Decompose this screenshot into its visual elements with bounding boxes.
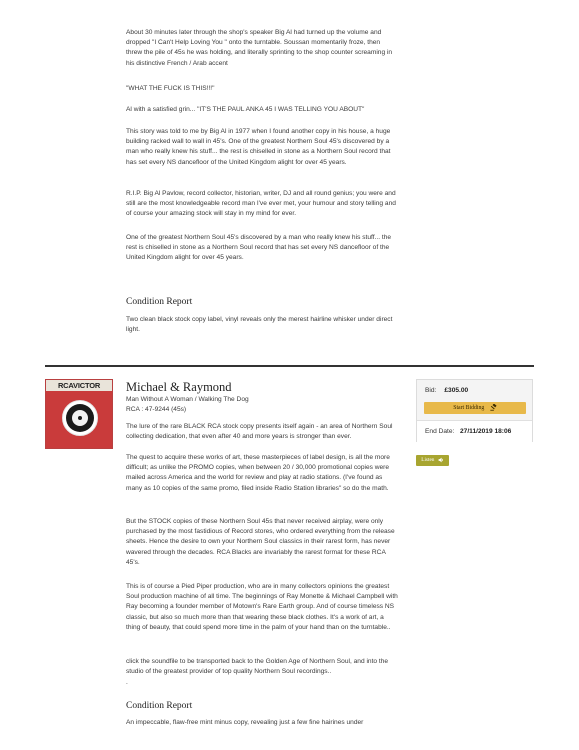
listen-button[interactable] xyxy=(416,455,449,466)
story-paragraph: Al with a satisfied grin... "IT'S THE PAUL ANKA 45 I WAS TELLING YOU ABOUT" xyxy=(126,106,365,113)
listing-paragraph: The quest to acquire these works of art, these masterpieces of label design, is all the more difficult; as unlike the PROMO copies, when between 20 / 30,000 promotional copies were mailed across America and the world for review and play at radio stations. (I've found as many as 10 copies of the same promo, filed inside Radio Station libraries" so do the math. xyxy=(126,454,390,492)
thumb-brand: RCAVICTOR xyxy=(46,380,112,391)
listing-paragraph: But the STOCK copies of these Northern Soul 45s that never received airplay, were only purchased by the most fastidious of Record stores, who ordered everything from the release sheets. Hence the desire to own your Northern Soul classics in their rarest form, has never wavered through the decades. RCA Blacks are invariably the rarest format for these RCA 45's. xyxy=(126,518,395,566)
story-paragraph: One of the greatest Northern Soul 45's discovered by a man who really knew his stuff... the rest is chiselled in stone as a Northern Soul record that has set every NS dancefloor of the United Kingdom alight for over 45 years. xyxy=(126,234,392,262)
bid-amount: £305.00 xyxy=(444,387,469,394)
end-date-row xyxy=(417,420,532,442)
listing-paragraph: click the soundfile to be transported back to the Golden Age of Northern Soul, and into the studio of the greatest provider of top quality Northern Soul recordings.. xyxy=(126,658,389,676)
story-paragraph: About 30 minutes later through the shop's speaker Big Al had turned up the volume and dropped "I Can't Help Loving You " onto the turntable. Soussan momentarily froze, then threw the pile of 45s he was holding, and literally sprinting to the shop counter screaming in his distinctive French / Arab accent xyxy=(126,29,393,67)
bid-panel xyxy=(416,379,533,442)
bid-label: Bid: xyxy=(425,387,437,394)
end-date-value: 27/11/2019 18:06 xyxy=(460,428,512,435)
condition-report-heading: Condition Report xyxy=(126,701,193,711)
listing-paragraph: The lure of the rare BLACK RCA stock copy presents itself again - an area of Northern Soul collecting dedication, that even after 40 and more years is stronger than ever. xyxy=(126,423,393,441)
section-divider xyxy=(45,365,534,367)
story-paragraph: "WHAT THE FUCK IS THIS!!!" xyxy=(126,85,215,92)
start-bidding-button[interactable] xyxy=(424,402,526,414)
condition-report-text: Two clean black stock copy label, vinyl reveals only the merest hairline whisker under direct light. xyxy=(126,316,393,334)
condition-report-text: An impeccable, flaw-free mint minus copy, revealing just a few fine hairines under xyxy=(126,719,364,726)
story-paragraph: R.I.P. Big Al Pavlow, record collector, historian, writer, DJ and all round genius; you were and still are the most knowledgeable record man I've ever met, your humour and story telling and of course your amazing stock will stay in my mind for ever. xyxy=(126,190,396,218)
listing-paragraph: This is of course a Pied Piper production, who are in many collectors opinions the greatest Soul production machine of all time. The beginnings of Ray Monette & Michael Campbell with Ray becoming a founder member of Motown's Rare Earth group. And of course timeless NS classic, but also so much more than that wearing these black clothes. It's a work of art, a thing of beauty, that could spend more time in the palm of your hand than on the turntable.. xyxy=(126,583,398,631)
listing-catalog: RCA : 47-9244 (45s) xyxy=(126,406,187,413)
story-paragraph: This story was told to me by Big Al in 1977 when I found another copy in his house, a huge building racked wall to wall in 45's. One of the greatest Northern Soul 45's discovered by a man who really knew his stuff... the rest is chiselled in stone as a Northern Soul record that has set every NS dancefloor of the United Kingdom alight for over 45 years. xyxy=(126,128,391,166)
listing-paragraph: . xyxy=(126,679,128,686)
listing-title[interactable]: Michael & Raymond xyxy=(126,380,232,394)
gavel-icon xyxy=(490,404,497,411)
end-date-label: End Date: xyxy=(425,428,455,435)
condition-report-heading: Condition Report xyxy=(126,297,193,307)
record-thumbnail[interactable] xyxy=(45,379,113,449)
listing-tracks: Man Without A Woman / Walking The Dog xyxy=(126,396,249,403)
listen-label: Listen xyxy=(421,457,435,463)
vinyl-spindle xyxy=(78,416,82,420)
bid-row xyxy=(425,387,468,394)
start-bidding-label: Start Bidding xyxy=(453,405,485,411)
speaker-icon xyxy=(438,457,444,463)
